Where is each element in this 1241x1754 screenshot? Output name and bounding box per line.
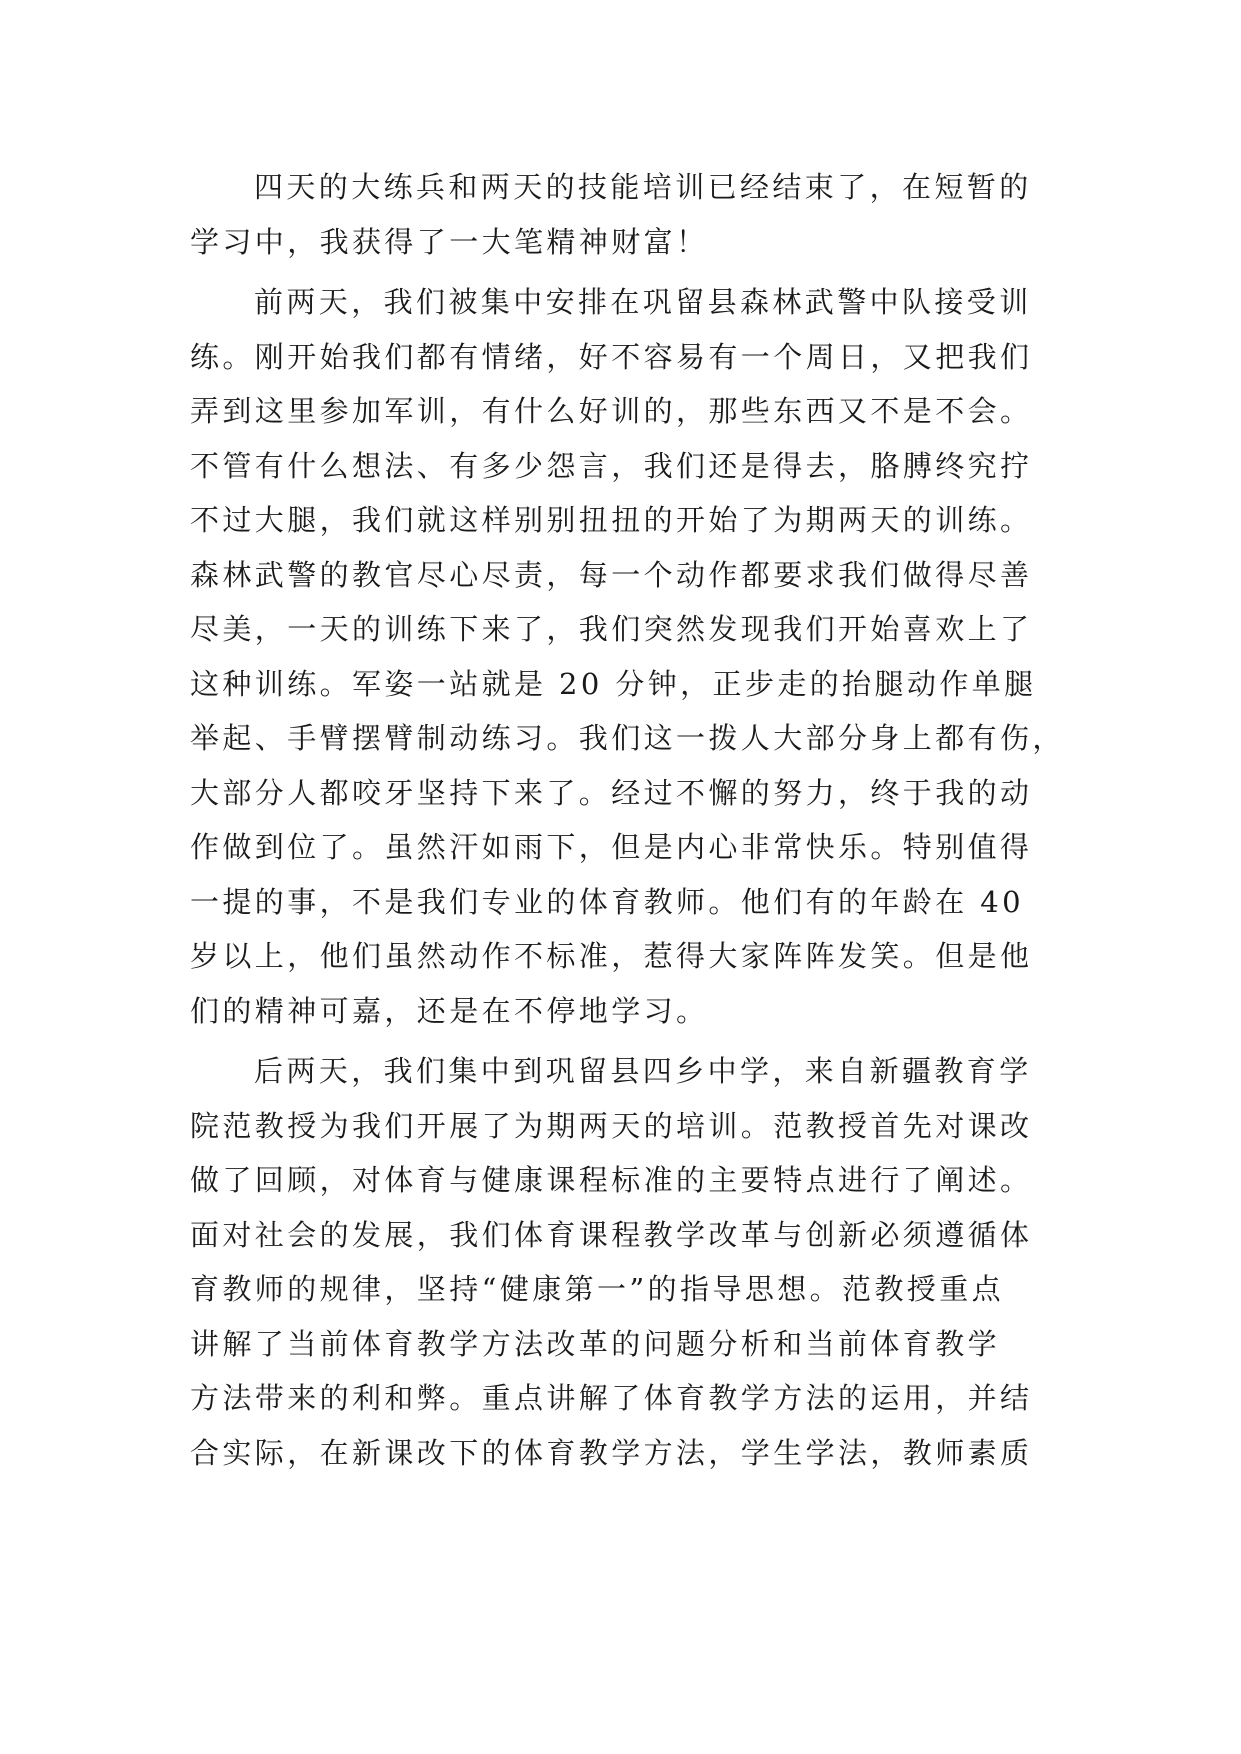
text-line: 这种训练。军姿一站就是 20 分钟，正步走的抬腿动作单腿 [190, 666, 1037, 701]
text-line: 院范教授为我们开展了为期两天的培训。范教授首先对课改 [190, 1108, 1033, 1143]
text-line: 作做到位了。虽然汗如雨下，但是内心非常快乐。特别值得 [190, 830, 1033, 864]
text-line: 尽美，一天的训练下来了，我们突然发现我们开始喜欢上了 [190, 612, 1033, 646]
text-line: 举起、手臂摆臂制动练习。我们这一拨人大部分身上都有伤， [190, 721, 1065, 755]
text-line: 岁以上，他们虽然动作不标准，惹得大家阵阵发笑。但是他 [190, 939, 1033, 973]
text-line: 学习中，我获得了一大笔精神财富！ [190, 224, 709, 259]
text-line: 弄到这里参加军训，有什么好训的，那些东西又不是不会。 [190, 394, 1033, 428]
text-line: 大部分人都咬牙坚持下来了。经过不懈的努力，终于我的动 [190, 775, 1033, 810]
text-line: 方法带来的利和弊。重点讲解了体育教学方法的运用，并结 [190, 1381, 1033, 1415]
document-body [190, 160, 1080, 1486]
text-line: 一提的事，不是我们专业的体育教师。他们有的年龄在 40 [190, 884, 1024, 919]
text-line: 面对社会的发展，我们体育课程教学改革与创新必须遵循体 [190, 1217, 1033, 1252]
text-line: 不过大腿，我们就这样别别扭扭的开始了为期两天的训练。 [190, 503, 1033, 537]
text-line: 讲解了当前体育教学方法改革的问题分析和当前体育教学 [190, 1326, 1001, 1361]
paragraph-1 [190, 160, 1080, 269]
text-line: 育教师的规律，坚持“健康第一”的指导思想。范教授重点 [190, 1272, 1005, 1306]
text-line: 练。刚开始我们都有情绪，好不容易有一个周日，又把我们 [190, 339, 1033, 374]
text-line: 不管有什么想法、有多少怨言，我们还是得去，胳膊终究拧 [190, 448, 1033, 483]
text-line: 前两天，我们被集中安排在巩留县森林武警中队接受训 [254, 285, 1032, 319]
text-line: 们的精神可嘉，还是在不停地学习。 [190, 993, 709, 1028]
text-line: 后两天，我们集中到巩留县四乡中学，来自新疆教育学 [254, 1054, 1032, 1088]
paragraph-3 [190, 1044, 1080, 1480]
text-line: 森林武警的教官尽心尽责，每一个动作都要求我们做得尽善 [190, 557, 1033, 592]
text-line: 四天的大练兵和两天的技能培训已经结束了，在短暂的 [254, 170, 1032, 204]
paragraph-2 [190, 275, 1080, 1038]
text-line: 合实际，在新课改下的体育教学方法，学生学法，教师素质 [190, 1435, 1033, 1470]
text-line: 做了回顾，对体育与健康课程标准的主要特点进行了阐述。 [190, 1163, 1033, 1197]
